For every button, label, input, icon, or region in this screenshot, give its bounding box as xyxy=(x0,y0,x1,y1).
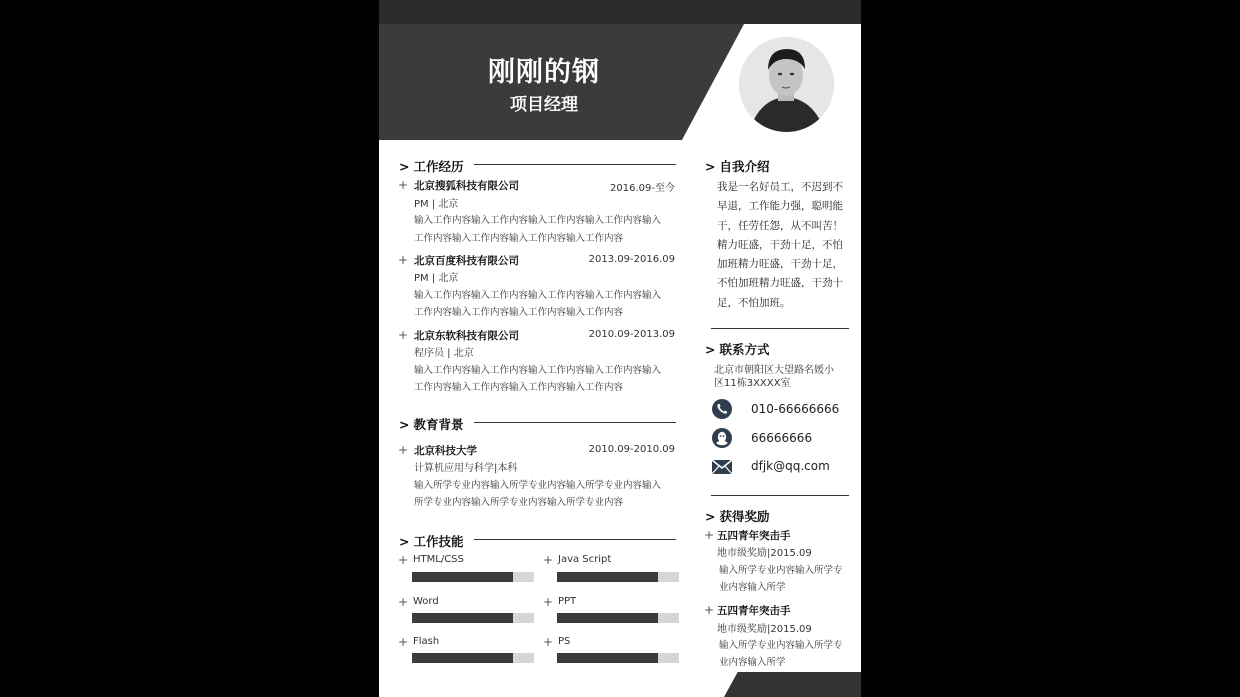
resume-page xyxy=(379,0,861,697)
chevron-right-icon: > xyxy=(705,158,716,174)
skill-bar xyxy=(412,653,534,663)
work-role: 程序员 | 北京 xyxy=(414,348,474,359)
address-line: 区11栋3XXXX室 xyxy=(714,378,791,389)
intro-line: 干，任劳任怨，从不叫苦！ xyxy=(717,219,843,232)
skill-name: PPT xyxy=(558,596,577,607)
chevron-right-icon: > xyxy=(399,416,410,432)
skill-bar-fill xyxy=(557,653,658,663)
work-desc: 工作内容输入工作内容输入工作内容输入工作内容 xyxy=(414,307,624,318)
divider xyxy=(711,495,849,496)
intro-line: 精力旺盛，干劲十足，不怕 xyxy=(717,238,843,251)
award-title: 五四青年突击手 xyxy=(717,530,791,542)
intro-line: 足，不怕加班。 xyxy=(717,296,791,309)
company-name: 北京百度科技有限公司 xyxy=(414,255,519,267)
plus-icon: + xyxy=(398,178,409,192)
plus-icon: + xyxy=(543,635,554,649)
skill-bar-fill xyxy=(557,572,658,582)
education-date: 2010.09-2010.09 xyxy=(588,444,675,455)
address-line: 北京市朝阳区大望路名媛小 xyxy=(714,365,834,376)
work-desc: 输入工作内容输入工作内容输入工作内容输入工作内容输入 xyxy=(414,290,662,301)
school-name: 北京科技大学 xyxy=(414,445,477,457)
award-level: 地市级奖励|2015.09 xyxy=(717,548,812,559)
education-desc: 输入所学专业内容输入所学专业内容输入所学专业内容输入 xyxy=(414,480,662,491)
chevron-right-icon: > xyxy=(399,533,410,549)
plus-icon: + xyxy=(543,595,554,609)
work-desc: 输入工作内容输入工作内容输入工作内容输入工作内容输入 xyxy=(414,365,662,376)
chevron-right-icon: > xyxy=(399,158,410,174)
work-desc: 工作内容输入工作内容输入工作内容输入工作内容 xyxy=(414,233,624,244)
skill-bar xyxy=(557,653,679,663)
skill-name: Flash xyxy=(413,636,440,647)
education-desc: 所学专业内容输入所学专业内容输入所学专业内容 xyxy=(414,497,624,508)
award-desc: 输入所学专业内容输入所学专 xyxy=(719,565,843,576)
divider xyxy=(474,539,676,540)
phone-icon xyxy=(711,398,733,420)
top-bar xyxy=(379,0,861,24)
work-desc: 工作内容输入工作内容输入工作内容输入工作内容 xyxy=(414,382,624,393)
chevron-right-icon: > xyxy=(705,341,716,357)
mail-icon xyxy=(711,456,733,478)
bottom-decoration xyxy=(724,672,861,697)
contact-heading: > 联系方式 xyxy=(705,341,770,357)
work-role: PM | 北京 xyxy=(414,199,459,210)
plus-icon: + xyxy=(543,553,554,567)
plus-icon: + xyxy=(398,328,409,342)
company-name: 北京搜狐科技有限公司 xyxy=(414,180,519,192)
intro-line: 早退，工作能力强，聪明能 xyxy=(717,200,843,213)
divider xyxy=(474,422,676,423)
education-heading: > 教育背景 xyxy=(399,416,464,432)
phone-number: 010-66666666 xyxy=(751,402,840,416)
skill-bar xyxy=(557,613,679,623)
skill-bar-fill xyxy=(557,613,658,623)
intro-line: 不怕加班精力旺盛，干劲十 xyxy=(717,277,843,290)
intro-line: 加班精力旺盛，干劲十足， xyxy=(717,258,843,271)
plus-icon: + xyxy=(398,443,409,457)
work-role: PM | 北京 xyxy=(414,273,459,284)
award-desc: 业内容输入所学 xyxy=(719,582,786,593)
intro-line: 我是一名好员工，不迟到不 xyxy=(717,181,843,193)
plus-icon: + xyxy=(398,553,409,567)
plus-icon: + xyxy=(704,528,715,542)
skill-bar xyxy=(412,572,534,582)
divider xyxy=(711,328,849,329)
work-date: 2010.09-2013.09 xyxy=(588,329,675,340)
work-heading: > 工作经历 xyxy=(399,158,464,174)
skill-bar xyxy=(557,572,679,582)
skill-name: HTML/CSS xyxy=(413,554,464,565)
skill-bar-fill xyxy=(412,572,513,582)
job-title: 项目经理 xyxy=(510,95,578,115)
skill-bar xyxy=(412,613,534,623)
person-name: 刚刚的钢 xyxy=(488,57,600,88)
skill-bar-fill xyxy=(412,653,513,663)
qq-icon xyxy=(711,427,733,449)
work-desc: 输入工作内容输入工作内容输入工作内容输入工作内容输入 xyxy=(414,215,662,226)
education-major: 计算机应用与科学|本科 xyxy=(414,463,518,474)
intro-heading: > 自我介绍 xyxy=(705,158,770,174)
skills-heading: > 工作技能 xyxy=(399,533,464,549)
plus-icon: + xyxy=(398,635,409,649)
skill-name: PS xyxy=(558,636,571,647)
plus-icon: + xyxy=(704,603,715,617)
avatar xyxy=(739,37,834,132)
awards-heading: > 获得奖励 xyxy=(705,508,770,524)
chevron-right-icon: > xyxy=(705,508,716,524)
qq-number: 66666666 xyxy=(751,431,813,445)
plus-icon: + xyxy=(398,253,409,267)
skill-name: Word xyxy=(413,596,439,607)
email-address: dfjk@qq.com xyxy=(751,459,830,473)
award-desc: 输入所学专业内容输入所学专 xyxy=(719,640,843,651)
skill-bar-fill xyxy=(412,613,513,623)
company-name: 北京东软科技有限公司 xyxy=(414,330,519,342)
award-title: 五四青年突击手 xyxy=(717,605,791,617)
plus-icon: + xyxy=(398,595,409,609)
skill-name: Java Script xyxy=(558,554,612,565)
work-date: 2016.09-至今 xyxy=(610,183,675,194)
divider xyxy=(474,164,676,165)
intro-text xyxy=(717,178,851,313)
award-level: 地市级奖励|2015.09 xyxy=(717,624,812,635)
work-date: 2013.09-2016.09 xyxy=(588,254,675,265)
award-desc: 业内容输入所学 xyxy=(719,657,786,668)
